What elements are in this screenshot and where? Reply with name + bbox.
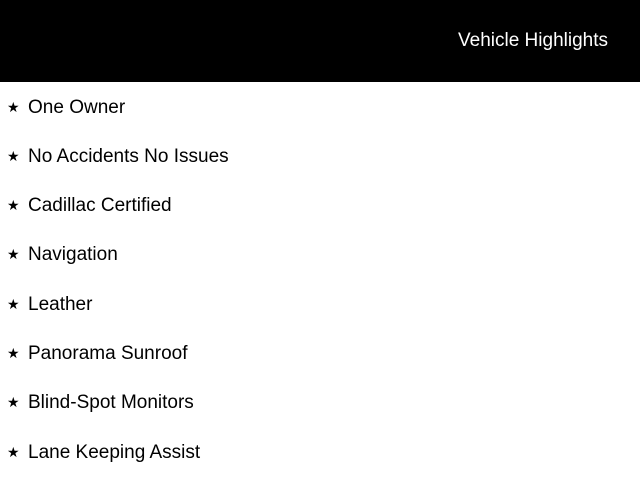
star-icon: ★ xyxy=(7,99,20,115)
highlight-label: Navigation xyxy=(28,244,118,265)
page-title: Vehicle Highlights xyxy=(458,30,608,51)
star-icon: ★ xyxy=(7,345,20,361)
highlight-label: Lane Keeping Assist xyxy=(28,442,201,463)
star-icon: ★ xyxy=(7,246,20,262)
star-icon: ★ xyxy=(7,148,20,164)
star-icon: ★ xyxy=(7,197,20,213)
highlight-label: Blind-Spot Monitors xyxy=(28,392,194,413)
highlight-label: Leather xyxy=(28,294,93,315)
highlight-label: No Accidents No Issues xyxy=(28,146,229,167)
highlight-label: Panorama Sunroof xyxy=(28,343,188,364)
star-icon: ★ xyxy=(7,394,20,410)
highlight-label: Cadillac Certified xyxy=(28,195,172,216)
highlight-label: One Owner xyxy=(28,97,126,118)
star-icon: ★ xyxy=(7,296,20,312)
header-bar xyxy=(0,0,640,82)
star-icon: ★ xyxy=(7,444,20,460)
